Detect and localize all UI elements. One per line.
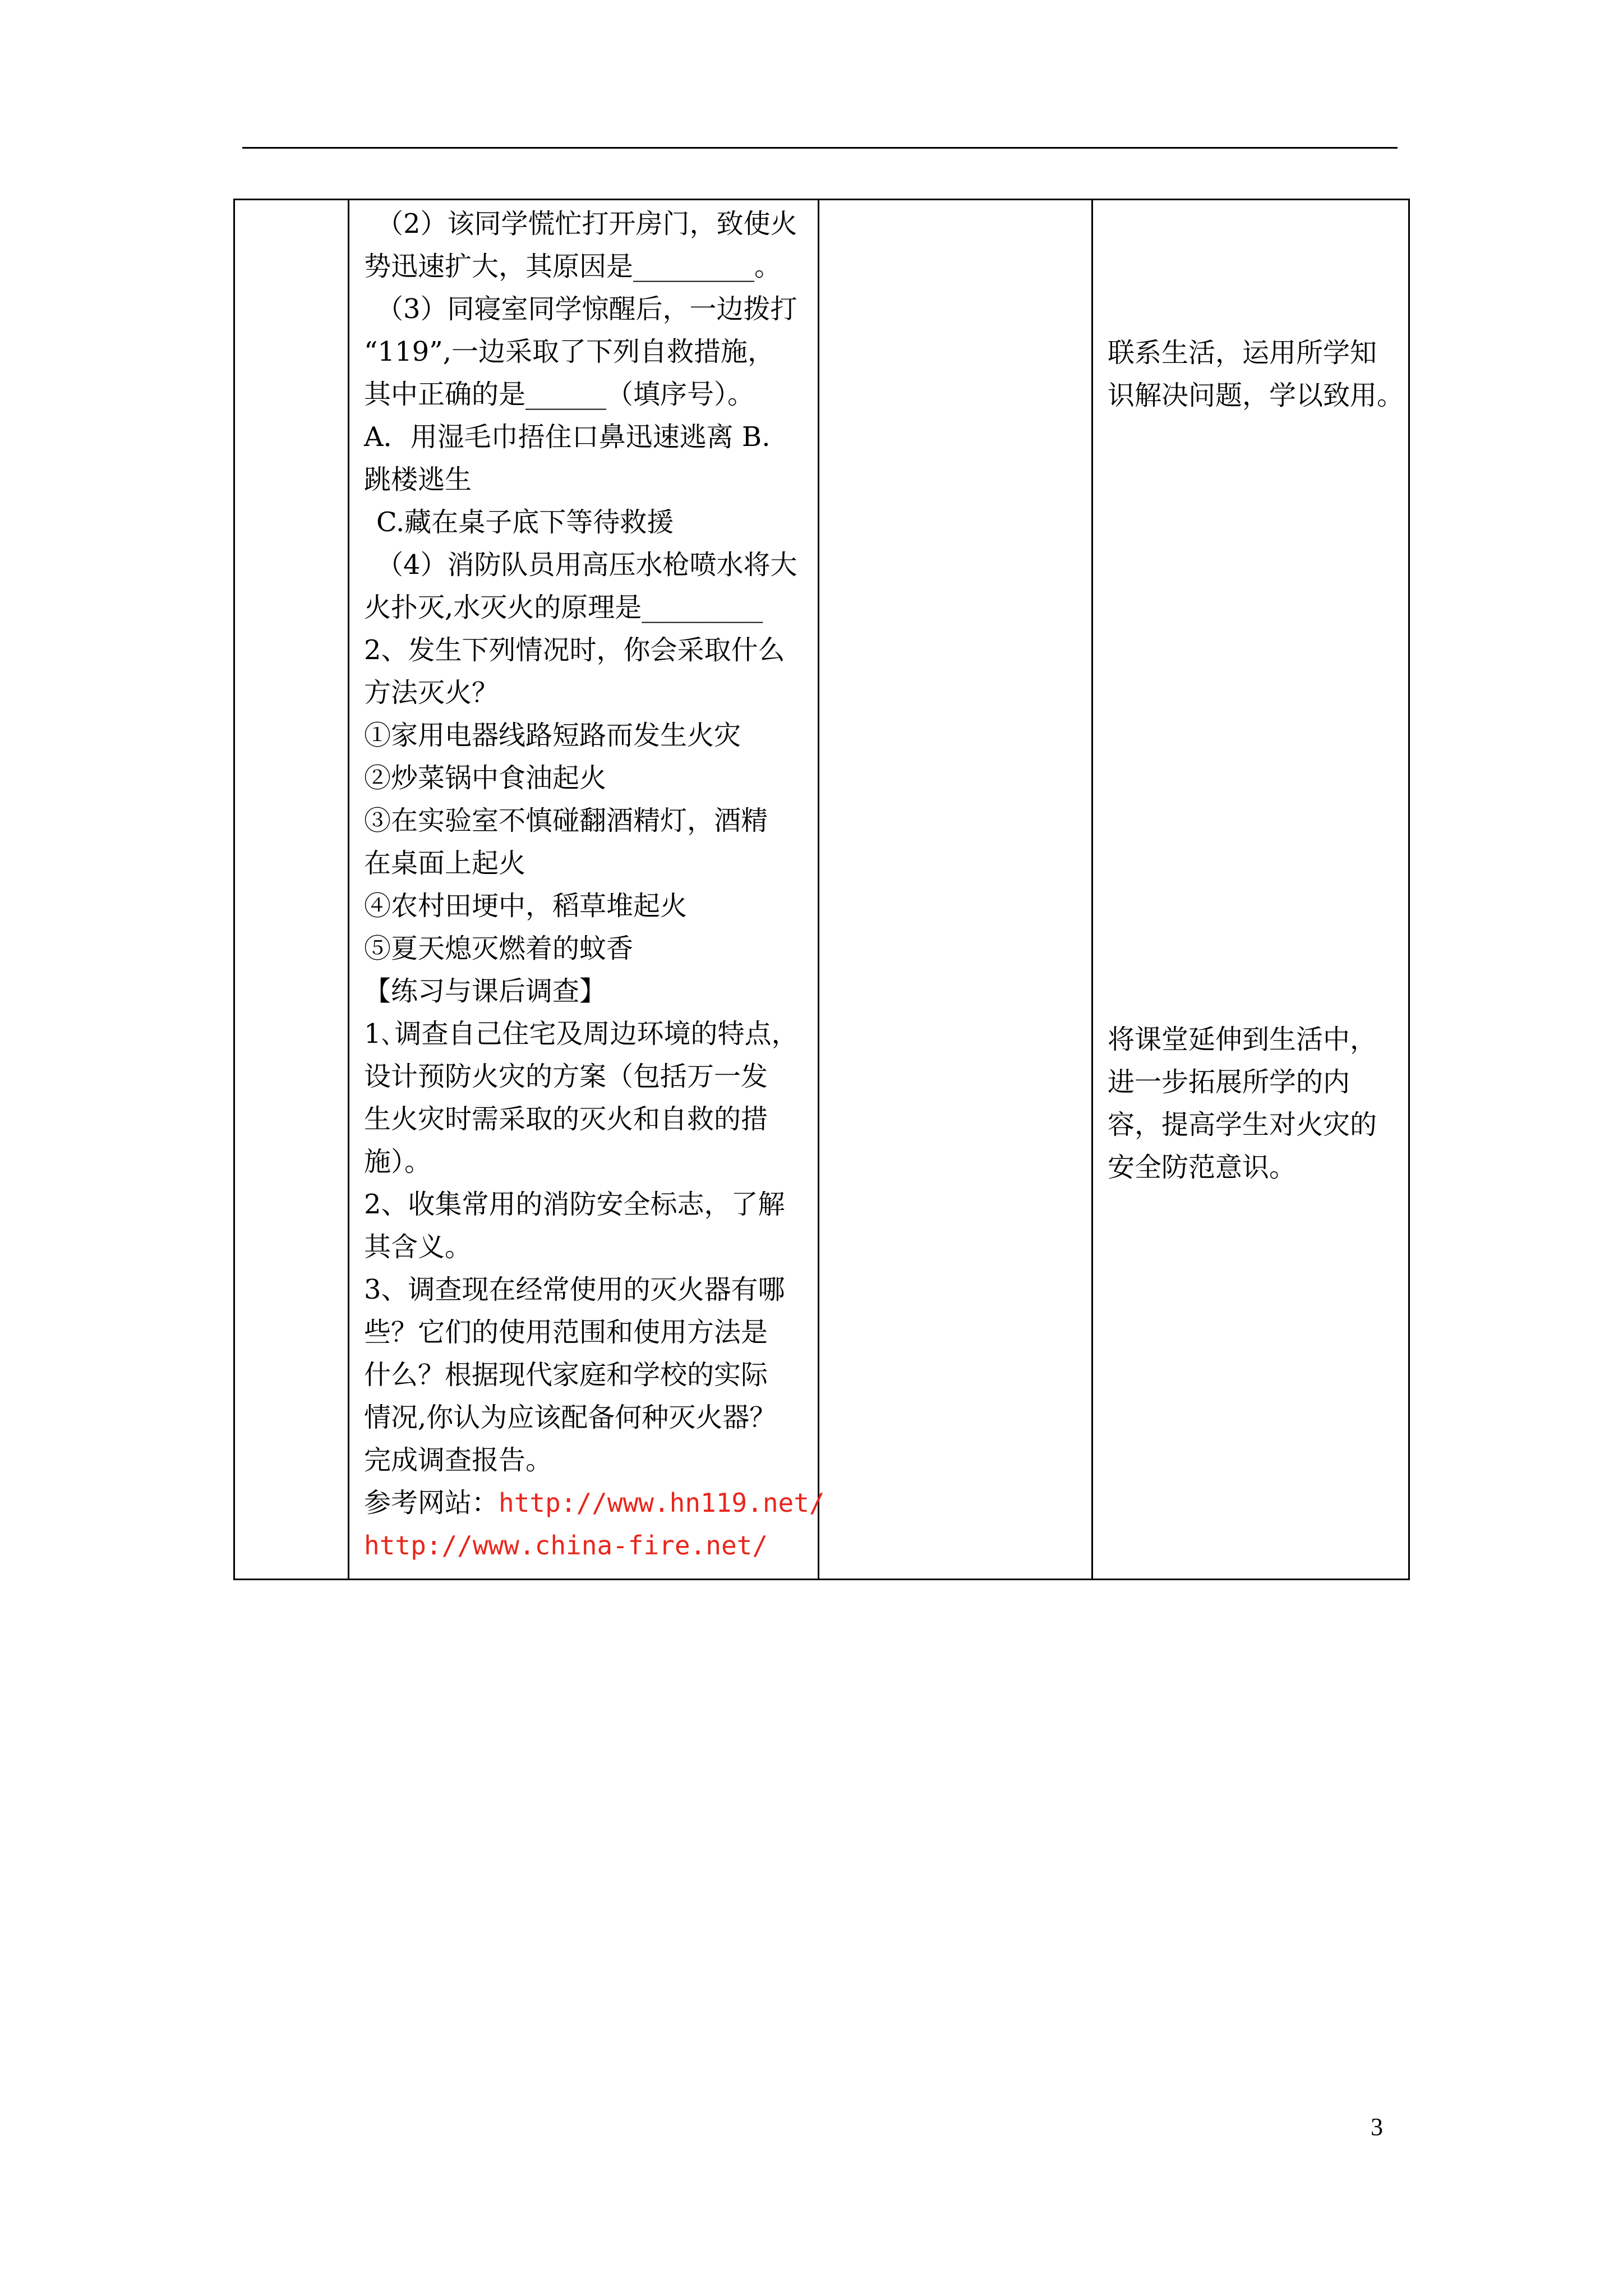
content-line: 3、调查现在经常使用的灭火器有哪 bbox=[364, 1274, 785, 1305]
note-line: 识解决问题，学以致用。 bbox=[1108, 380, 1404, 411]
note-line: 进一步拓展所学的内 bbox=[1108, 1066, 1350, 1098]
reference-line bbox=[364, 1481, 824, 1524]
content-line: 完成调查报告。 bbox=[364, 1444, 553, 1476]
reference-link-china-fire[interactable]: http://www.china-fire.net/ bbox=[364, 1530, 768, 1561]
content-line: 1､调查自己住宅及周边环境的特点， bbox=[364, 1018, 799, 1050]
content-line: （3）同寝室同学惊醒后，一边拨打 bbox=[376, 293, 797, 325]
content-line: 情况,你认为应该配备何种灭火器？ bbox=[364, 1402, 777, 1433]
teaching-note-2 bbox=[1108, 1018, 1399, 1189]
content-line: （2）该同学慌忙打开房门，致使火 bbox=[376, 208, 797, 240]
note-line: 容，提高学生对火灾的 bbox=[1108, 1109, 1377, 1140]
content-line: 2、发生下列情况时，你会采取什么 bbox=[364, 634, 785, 666]
lesson-table bbox=[233, 199, 1410, 1580]
content-line: ①家用电器线路短路而发生火灾 bbox=[364, 720, 741, 751]
content-line: 在桌面上起火 bbox=[364, 848, 526, 879]
content-line: ④农村田埂中，稻草堆起火 bbox=[364, 890, 688, 922]
table-column-divider-1 bbox=[348, 200, 349, 1579]
content-line: 什么？根据现代家庭和学校的实际 bbox=[364, 1359, 768, 1391]
note-line: 安全防范意识。 bbox=[1108, 1152, 1297, 1183]
note-line: 联系生活，运用所学知 bbox=[1108, 337, 1377, 369]
content-line: “119”,一边采取了下列自救措施， bbox=[364, 336, 774, 367]
content-line: 其含义。 bbox=[364, 1231, 472, 1263]
content-line: 方法灭火？ bbox=[364, 677, 499, 708]
page-number: 3 bbox=[1371, 2113, 1383, 2141]
content-line: 其中正确的是______（填序号）。 bbox=[364, 379, 755, 410]
header-rule bbox=[242, 147, 1398, 149]
note-line: 将课堂延伸到生活中， bbox=[1108, 1024, 1377, 1055]
reference-line bbox=[364, 1524, 824, 1567]
content-line: ⑤夏天熄灭燃着的蚊香 bbox=[364, 933, 634, 964]
content-line: C.藏在桌子底下等待救援 bbox=[376, 507, 674, 538]
content-line: ③在实验室不慎碰翻酒精灯，酒精 bbox=[364, 805, 768, 836]
reference-link-hn119[interactable]: http://www.hn119.net/ bbox=[499, 1488, 825, 1518]
content-line: 跳楼逃生 bbox=[364, 464, 472, 495]
content-line: 些？它们的使用范围和使用方法是 bbox=[364, 1317, 768, 1348]
table-column-divider-3 bbox=[1091, 200, 1093, 1579]
section-heading: 【练习与课后调查】 bbox=[364, 976, 607, 1007]
reference-label: 参考网站： bbox=[364, 1487, 499, 1519]
content-line: 施）。 bbox=[364, 1146, 432, 1177]
lesson-content-cell bbox=[364, 203, 824, 1567]
content-line: A．用湿毛巾捂住口鼻迅速逃离 B. bbox=[364, 421, 771, 453]
content-line: 2、收集常用的消防安全标志，了解 bbox=[364, 1189, 785, 1220]
teaching-note-1 bbox=[1108, 332, 1404, 417]
content-line: 火扑灭,水灭火的原理是_________ bbox=[364, 592, 763, 623]
content-line: 设计预防火灾的方案（包括万一发 bbox=[364, 1061, 768, 1092]
content-line: 生火灾时需采取的灭火和自救的措 bbox=[364, 1103, 768, 1135]
content-line: 势迅速扩大，其原因是_________。 bbox=[364, 251, 782, 282]
content-line: （4）消防队员用高压水枪喷水将大 bbox=[376, 549, 797, 581]
content-line: ②炒菜锅中食油起火 bbox=[364, 762, 607, 794]
